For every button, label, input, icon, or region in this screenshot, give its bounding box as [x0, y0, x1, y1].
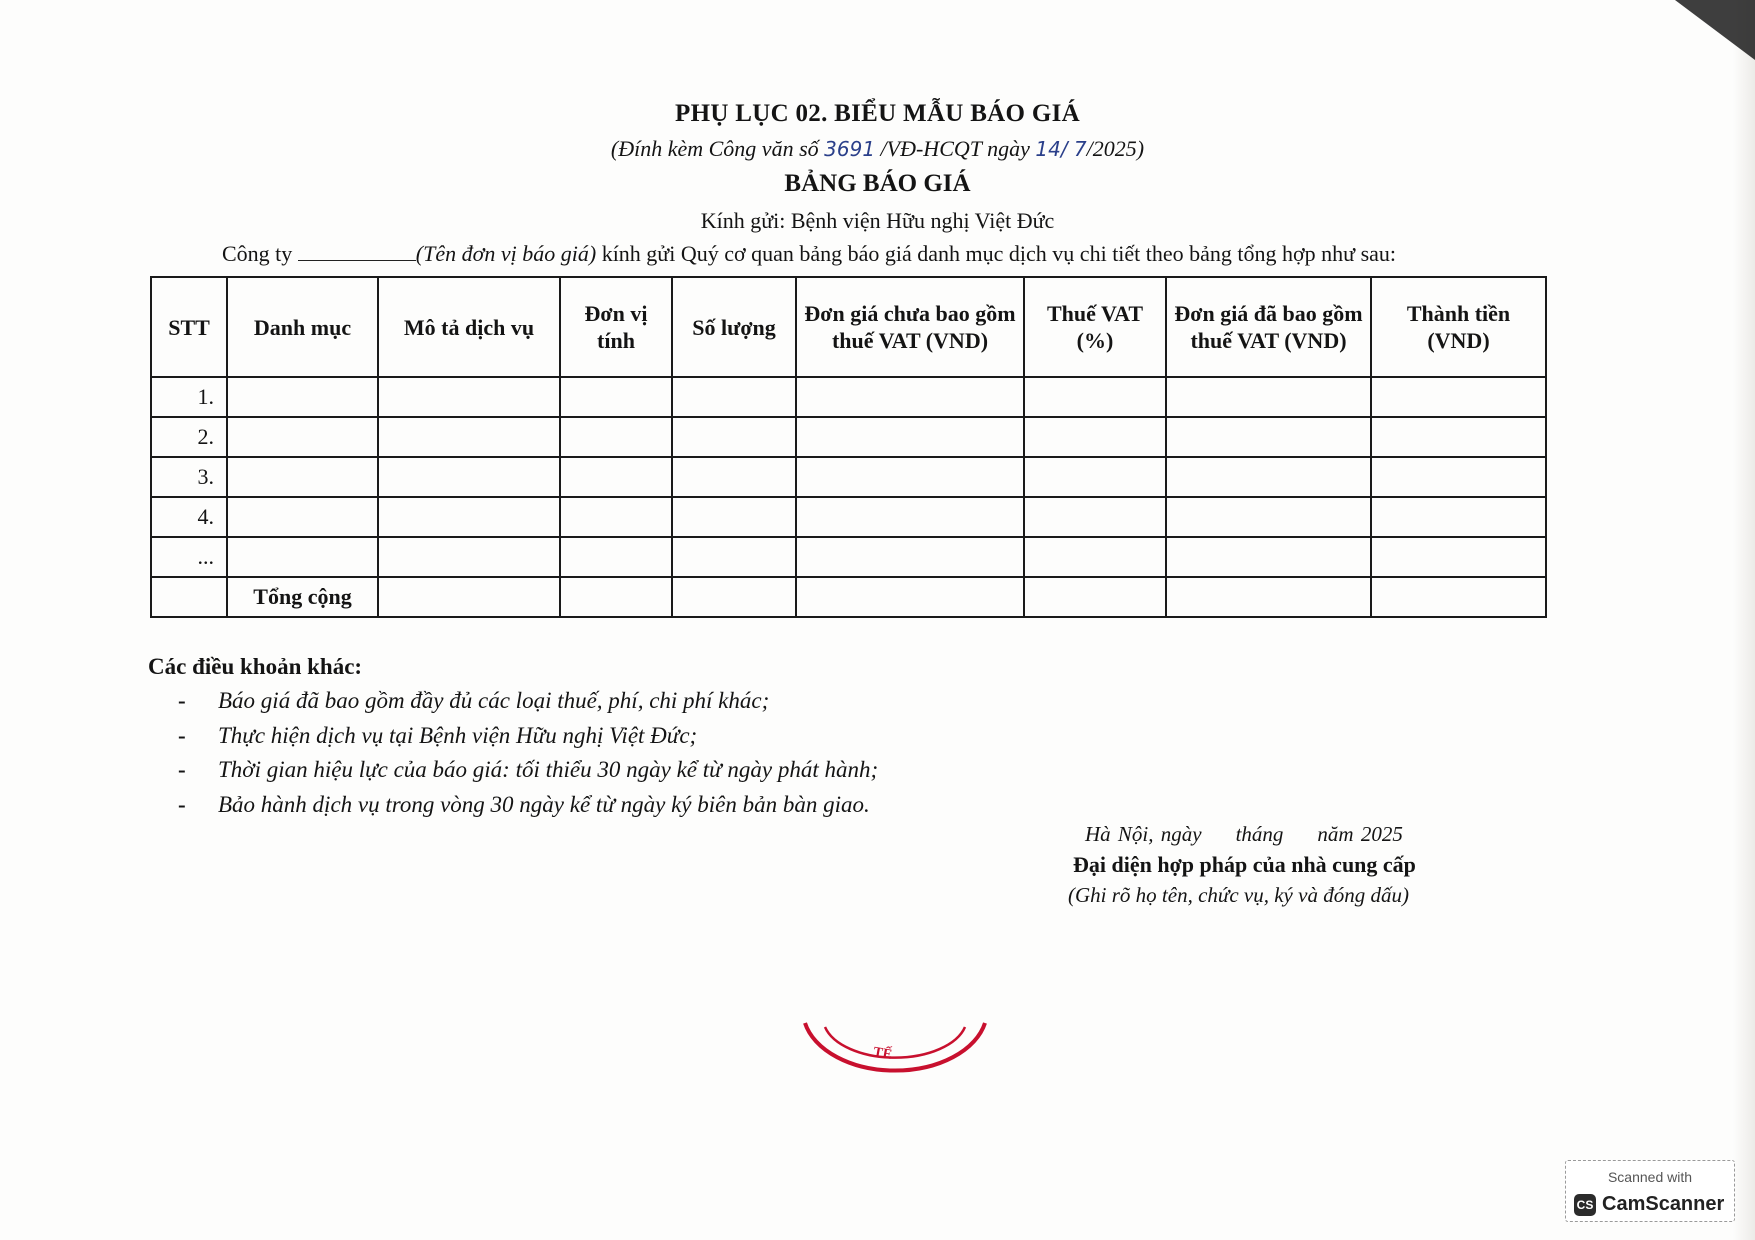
- bullet-dash: -: [178, 688, 186, 713]
- handwritten-document-number: 3691: [824, 137, 876, 161]
- table-cell: [1024, 377, 1166, 417]
- table-cell: [227, 377, 378, 417]
- table-cell: [796, 577, 1024, 617]
- scanned-with-label: Scanned with: [1607, 1169, 1693, 1185]
- date-month: tháng: [1235, 822, 1284, 846]
- column-header: Đơn giá chưa bao gồm thuế VAT (VND): [796, 277, 1024, 377]
- term-text: Thực hiện dịch vụ tại Bệnh viện Hữu nghị Việt Đức;: [218, 722, 698, 748]
- table-cell: [560, 457, 672, 497]
- signature-date-line: [1085, 822, 1437, 847]
- camscanner-badge: [1565, 1160, 1735, 1222]
- table-cell: [672, 577, 796, 617]
- table-cell: [1371, 457, 1546, 497]
- intro-rest: kính gửi Quý cơ quan bảng báo giá danh mục dịch vụ chi tiết theo bảng tổng hợp như sau:: [596, 241, 1397, 266]
- table-cell: [1371, 417, 1546, 457]
- intro-company-label: Công ty: [222, 241, 293, 266]
- table-header-row: [151, 277, 1546, 377]
- table-cell: [560, 417, 672, 457]
- stamp-text: TẾ: [872, 1044, 894, 1063]
- table-cell: [796, 457, 1024, 497]
- quote-table: [150, 276, 1547, 618]
- bullet-dash: -: [178, 791, 186, 817]
- table-cell: [151, 577, 227, 617]
- table-cell: [672, 377, 796, 417]
- table-total-row: [151, 577, 1546, 617]
- list-item: [178, 684, 878, 719]
- stamp-outer-arc: [805, 1023, 985, 1071]
- camscanner-logo-icon: CS: [1574, 1194, 1596, 1216]
- signature-note: (Ghi rõ họ tên, chức vụ, ký và đóng dấu): [1068, 883, 1409, 907]
- signature-title: Đại diện hợp pháp của nhà cung cấp: [1073, 852, 1416, 877]
- column-header: Danh mục: [227, 277, 378, 377]
- table-cell: [796, 377, 1024, 417]
- table-cell: [560, 497, 672, 537]
- list-item: [178, 719, 878, 754]
- column-header: Số lượng: [672, 277, 796, 377]
- table-cell: [1371, 497, 1546, 537]
- table-row: [151, 497, 1546, 537]
- list-item: [178, 788, 878, 823]
- terms-list: [178, 684, 878, 822]
- date-place: Hà Nội, ngày: [1085, 822, 1202, 846]
- list-item: [178, 753, 878, 788]
- column-header: Đơn giá đã bao gồm thuế VAT (VND): [1166, 277, 1371, 377]
- subtitle-suffix: /2025): [1086, 136, 1145, 161]
- row-number: ...: [151, 537, 227, 577]
- table-cell: [1024, 417, 1166, 457]
- table-cell: [672, 417, 796, 457]
- table-cell: [378, 457, 560, 497]
- table-cell: [1166, 457, 1371, 497]
- red-stamp: [795, 1005, 995, 1095]
- row-number: 2.: [151, 417, 227, 457]
- column-header: Thuế VAT (%): [1024, 277, 1166, 377]
- document-title: PHỤ LỤC 02. BIỂU MẪU BÁO GIÁ: [675, 100, 1080, 127]
- table-cell: [672, 537, 796, 577]
- quote-table-title: BẢNG BÁO GIÁ: [784, 170, 971, 197]
- column-header: Đơn vị tính: [560, 277, 672, 377]
- row-number: 1.: [151, 377, 227, 417]
- table-cell: [1024, 457, 1166, 497]
- table-cell: [1166, 377, 1371, 417]
- table-cell: [560, 537, 672, 577]
- table-cell: [378, 537, 560, 577]
- camscanner-name: CamScanner: [1602, 1193, 1725, 1215]
- term-text: Báo giá đã bao gồm đầy đủ các loại thuế, phí, chi phí khác;: [218, 688, 770, 713]
- table-cell: [1024, 537, 1166, 577]
- bullet-dash: -: [178, 722, 186, 748]
- subtitle-middle: /VĐ-HCQT ngày: [880, 136, 1030, 161]
- table-row: [151, 417, 1546, 457]
- table-cell: [378, 417, 560, 457]
- table-cell: [1024, 577, 1166, 617]
- total-label: Tổng cộng: [227, 577, 378, 617]
- table-cell: [1166, 497, 1371, 537]
- folded-corner: [1675, 0, 1755, 60]
- table-cell: [227, 457, 378, 497]
- company-name-blank: [298, 244, 416, 261]
- column-header: Thành tiền (VND): [1371, 277, 1546, 377]
- table-cell: [672, 457, 796, 497]
- table-cell: [378, 577, 560, 617]
- intro-paragraph: [222, 241, 1396, 267]
- table-cell: [1166, 417, 1371, 457]
- column-header: Mô tả dịch vụ: [378, 277, 560, 377]
- table-row: [151, 457, 1546, 497]
- table-cell: [227, 497, 378, 537]
- table-cell: [227, 537, 378, 577]
- table-cell: [796, 497, 1024, 537]
- bullet-dash: -: [178, 757, 186, 782]
- terms-title: Các điều khoản khác:: [148, 654, 363, 679]
- term-text: Thời gian hiệu lực của báo giá: tối thiểu 30 ngày kể từ ngày phát hành;: [218, 757, 879, 782]
- table-cell: [1166, 537, 1371, 577]
- table-cell: [1166, 577, 1371, 617]
- table-cell: [672, 497, 796, 537]
- date-year: năm 2025: [1317, 822, 1403, 846]
- table-row: [151, 377, 1546, 417]
- table-cell: [1024, 497, 1166, 537]
- row-number: 4.: [151, 497, 227, 537]
- table-cell: [378, 497, 560, 537]
- table-cell: [1371, 377, 1546, 417]
- handwritten-date: 14/ 7: [1035, 137, 1087, 161]
- stamp-inner-arc: [825, 1027, 965, 1058]
- subtitle-prefix: (Đính kèm Công văn số: [610, 136, 819, 161]
- table-cell: [378, 377, 560, 417]
- table-cell: [1371, 537, 1546, 577]
- table-cell: [560, 577, 672, 617]
- table-cell: [560, 377, 672, 417]
- table-cell: [796, 537, 1024, 577]
- term-text: Bảo hành dịch vụ trong vòng 30 ngày kể từ ngày ký biên bản bàn giao.: [218, 791, 870, 817]
- table-cell: [227, 417, 378, 457]
- column-header: STT: [151, 277, 227, 377]
- table-cell: [796, 417, 1024, 457]
- table-row: [151, 537, 1546, 577]
- row-number: 3.: [151, 457, 227, 497]
- document-subtitle: [0, 136, 1755, 162]
- table-cell: [1371, 577, 1546, 617]
- intro-unit-hint: (Tên đơn vị báo giá): [415, 241, 597, 266]
- recipient-line: Kính gửi: Bệnh viện Hữu nghị Việt Đức: [700, 208, 1055, 233]
